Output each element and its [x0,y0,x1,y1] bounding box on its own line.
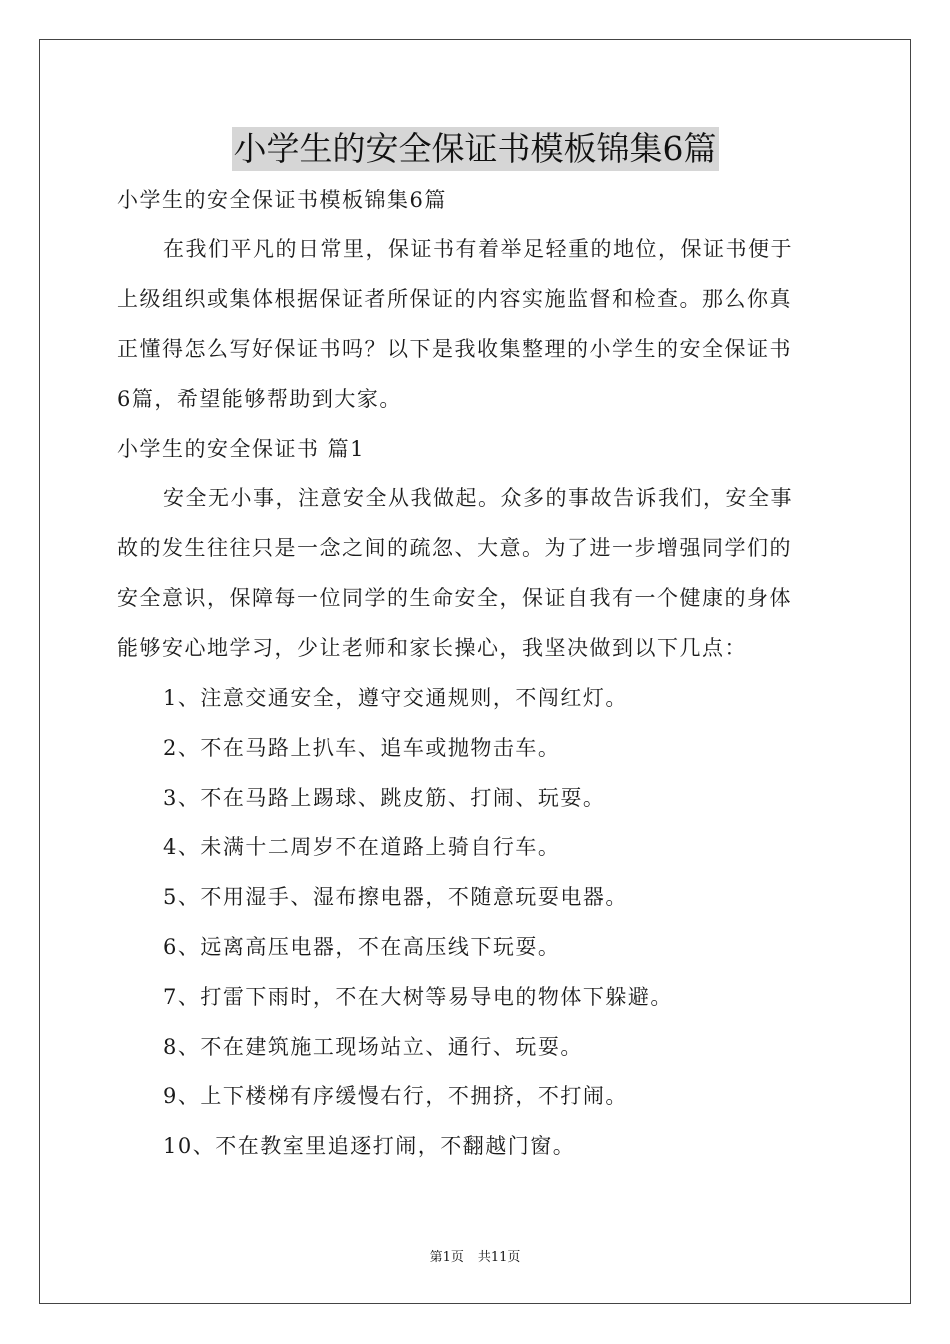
rule-item-8: 8、不在建筑施工现场站立、通行、玩耍。 [163,1035,583,1059]
rule-item-7: 7、打雷下雨时，不在大树等易导电的物体下躲避。 [163,985,673,1009]
rule-item-4: 4、未满十二周岁不在道路上骑自行车。 [163,835,561,859]
intro-line-2: 上级组织或集体根据保证者所保证的内容实施监督和检查。那么你真 [117,287,792,311]
page-border [39,39,911,1304]
section-heading: 小学生的安全保证书 篇1 [117,437,366,461]
rule-item-2: 2、不在马路上扒车、追车或抛物击车。 [163,736,561,760]
intro-line-3: 正懂得怎么写好保证书吗？以下是我收集整理的小学生的安全保证书 [117,337,792,361]
section-line-2: 故的发生往往只是一念之间的疏忽、大意。为了进一步增强同学们的 [117,536,792,560]
rule-item-6: 6、远离高压电器，不在高压线下玩耍。 [163,935,561,959]
rule-item-1: 1、注意交通安全，遵守交通规则，不闯红灯。 [163,686,628,710]
rule-item-10: 10、不在教室里追逐打闹，不翻越门窗。 [163,1134,576,1158]
rule-item-9: 9、上下楼梯有序缓慢右行，不拥挤，不打闹。 [163,1084,628,1108]
title-container [0,127,950,171]
page-number: 第1页 [429,1250,464,1265]
page-total: 共11页 [477,1250,521,1265]
rule-item-5: 5、不用湿手、湿布擦电器，不随意玩耍电器。 [163,885,628,909]
intro-line-4: 6篇，希望能够帮助到大家。 [117,387,402,411]
intro-line-1: 在我们平凡的日常里，保证书有着举足轻重的地位，保证书便于 [163,237,793,261]
page-footer [0,1249,950,1267]
section-line-3: 安全意识，保障每一位同学的生命安全，保证自我有一个健康的身体 [117,586,792,610]
document-title: 小学生的安全保证书模板锦集6篇 [232,127,719,171]
section-line-4: 能够安心地学习，少让老师和家长操心，我坚决做到以下几点： [117,636,747,660]
section-line-1: 安全无小事，注意安全从我做起。众多的事故告诉我们，安全事 [163,486,793,510]
document-subtitle: 小学生的安全保证书模板锦集6篇 [117,188,447,212]
rule-item-3: 3、不在马路上踢球、跳皮筋、打闹、玩耍。 [163,786,606,810]
